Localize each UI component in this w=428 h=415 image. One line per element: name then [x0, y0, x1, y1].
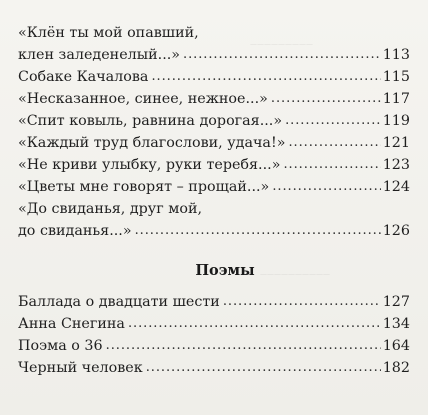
toc-entry-page: 117 — [382, 91, 410, 107]
toc-entry — [18, 335, 410, 357]
toc-entry-title: Анна Снегина — [18, 316, 125, 332]
dot-leader — [272, 175, 380, 198]
toc-entry-title: «Не криви улыбку, руки теребя...» — [18, 157, 281, 173]
toc-entry — [18, 154, 410, 176]
dot-leader — [288, 131, 380, 154]
dot-leader — [106, 334, 381, 357]
toc-entry-page: 134 — [382, 316, 410, 332]
table-of-contents — [18, 22, 410, 379]
dot-leader — [151, 65, 380, 88]
toc-entry-page: 124 — [382, 179, 410, 195]
toc-entry-page: 126 — [382, 223, 410, 239]
toc-entry-page: 127 — [382, 294, 410, 310]
dot-leader — [285, 109, 381, 132]
dot-leader — [183, 43, 381, 66]
section-heading: Поэмы — [195, 262, 255, 279]
toc-entry — [18, 313, 410, 335]
toc-entry-title: «Несказанное, синее, нежное...» — [18, 91, 268, 107]
toc-entry-page: 123 — [382, 157, 410, 173]
dot-leader — [283, 153, 380, 176]
toc-entry-title: Черный человек — [18, 360, 143, 376]
toc-entry — [18, 44, 410, 66]
dot-leader — [146, 356, 381, 379]
toc-entry — [18, 220, 410, 242]
toc-entry-title: до свиданья...» — [18, 223, 132, 239]
toc-entry-title: Собаке Качалова — [18, 69, 149, 85]
toc-entry-title: «Спит ковыль, равнина дорогая...» — [18, 113, 283, 129]
toc-entry-page: 113 — [382, 47, 410, 63]
toc-entry — [18, 176, 410, 198]
poems-list — [18, 22, 410, 242]
toc-entry-page: 115 — [382, 69, 410, 85]
toc-entry — [18, 132, 410, 154]
dot-leader — [223, 290, 381, 313]
dot-leader — [128, 312, 381, 335]
toc-entry-title: клен заледенелый...» — [18, 47, 181, 63]
dot-leader — [135, 219, 381, 242]
toc-entry-title: «До свиданья, друг мой, — [18, 201, 203, 217]
dot-leader — [271, 87, 381, 110]
toc-entry — [18, 88, 410, 110]
toc-entry-title: «Цветы мне говорят – прощай...» — [18, 179, 270, 195]
toc-entry — [18, 66, 410, 88]
toc-entry — [18, 110, 410, 132]
toc-entry-page: 121 — [382, 135, 410, 151]
toc-entry-title: «Клён ты мой опавший, — [18, 25, 199, 41]
toc-entry-page: 182 — [382, 360, 410, 376]
long-poems-list — [18, 291, 410, 379]
toc-entry-page: 164 — [382, 338, 410, 354]
toc-entry-title: Поэма о 36 — [18, 338, 103, 354]
toc-entry — [18, 198, 410, 220]
toc-entry — [18, 291, 410, 313]
bleed-through-text: —————————— — [260, 270, 330, 278]
toc-entry-title: Баллада о двадцати шести — [18, 294, 220, 310]
bleed-through-text: ————————— — [250, 40, 313, 48]
toc-entry — [18, 357, 410, 379]
toc-entry-page: 119 — [382, 113, 410, 129]
toc-entry-title: «Каждый труд благослови, удача!» — [18, 135, 286, 151]
toc-entry — [18, 22, 410, 44]
